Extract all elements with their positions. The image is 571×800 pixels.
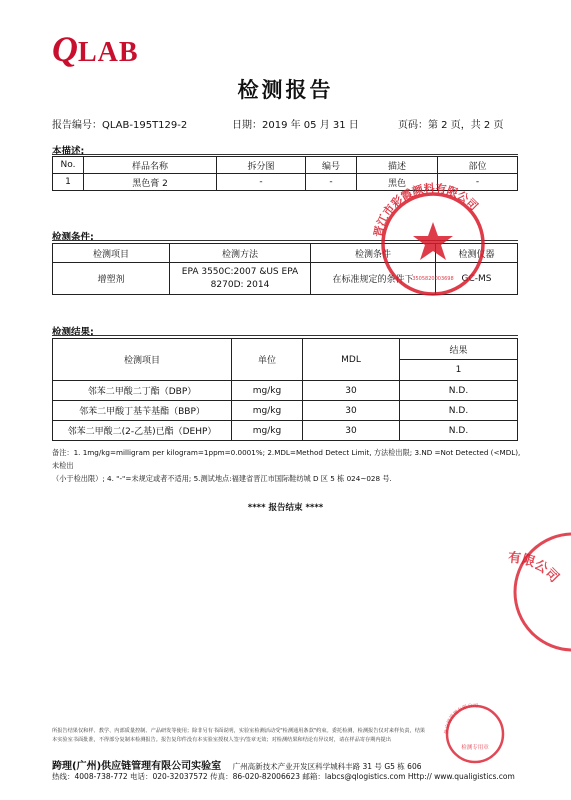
header-result: 结果	[400, 339, 518, 360]
header-test-item: 检测项目	[53, 244, 170, 263]
report-date: 日期：2019 年 05 月 31 日	[232, 120, 359, 131]
cell-description: 黑色	[357, 174, 438, 191]
header-result-sample: 1	[400, 360, 518, 381]
cell-sample-name: 黑色膏 2	[84, 174, 217, 191]
cell-test-condition: 在标准规定的条件下	[311, 263, 436, 295]
company-name: 跨理(广州)供应链管理有限公司实验室	[52, 761, 222, 772]
cell-result-item: 邻苯二甲酸二丁酯（DBP）	[53, 381, 232, 401]
cell-mdl: 30	[303, 421, 400, 441]
header-split: 拆分图	[217, 157, 306, 174]
notes	[52, 446, 522, 485]
page-number: 页码：第 2 页，共 2 页	[398, 120, 504, 131]
header-test-instrument: 检测仪器	[436, 244, 518, 263]
cell-test-method	[170, 263, 311, 295]
conditions-table	[52, 243, 518, 295]
cell-unit: mg/kg	[232, 401, 303, 421]
table-row	[53, 263, 518, 295]
cell-result: N.D.	[400, 381, 518, 401]
logo-lab: LAB	[78, 37, 139, 68]
cell-result: N.D.	[400, 421, 518, 441]
table-row	[53, 421, 518, 441]
report-title: 检测报告	[237, 78, 334, 102]
cell-mdl: 30	[303, 381, 400, 401]
footer-contact: 热线：4008-738-772 电话：020-32037572 传真：86-020-82006623 邮箱：labcs@qlogistics.com Http:// www.qualigistics.com	[52, 772, 515, 781]
cell-result-item: 邻苯二甲酸二(2-乙基)已酯（DEHP）	[53, 421, 232, 441]
section-sample-title: 本描述:	[52, 146, 85, 157]
fine-print-line-2: 本实验室书面批准，不得部分复制本检测报告。报告复印件没有本实验室授权人签字/签章无效；对检测结果和结论有异议时，请在样品寄存期内提出	[52, 737, 391, 743]
header-result-item: 检测项目	[53, 339, 232, 381]
cell-unit: mg/kg	[232, 421, 303, 441]
notes-line-1: 备注：1. 1mg/kg=milligram per kilogram=1ppm=0.0001%; 2.MDL=Method Detect Limit, 方法检出限; 3.ND =Not Detected (<MDL), 未检出	[52, 448, 521, 470]
table-row	[53, 381, 518, 401]
seal-serial: 3505820003698	[412, 276, 454, 282]
report-end-marker: **** 报告结束 ****	[247, 503, 324, 513]
notes-line-2: （小于检出限）; 4. "-"=未规定或者不适用; 5.测试地点:福建省晋江市国际鞋纺城 D 区 5 栋 024~028 号.	[52, 474, 392, 483]
cell-test-item: 增塑剂	[53, 263, 170, 295]
table-row	[53, 174, 518, 191]
method-line-2: 8270D: 2014	[210, 279, 270, 290]
seal-text: 晋江市彩霞颜料有限公司	[371, 181, 481, 239]
cell-mdl: 30	[303, 401, 400, 421]
fine-print-line-1: 所报告结果仅和样、教学、内部质量控制、产品研发等使用；除非另有书面说明，实验室检测活动受"检测通用条款"约束。委托检测，检测报告仅对来样负责，结果	[52, 728, 426, 734]
section-divider	[52, 335, 518, 336]
footer-company	[52, 757, 422, 772]
results-table	[52, 338, 518, 441]
header-test-condition: 检测条件	[311, 244, 436, 263]
header-code: 编号	[306, 157, 357, 174]
partial-seal-stamp	[488, 522, 571, 652]
cell-test-instrument: GC-MS	[436, 263, 518, 295]
section-divider	[52, 240, 518, 241]
table-row	[53, 401, 518, 421]
cell-unit: mg/kg	[232, 381, 303, 401]
cell-result-item: 邻苯二甲酸丁基苄基酯（BBP）	[53, 401, 232, 421]
section-conditions-title: 检测条件:	[52, 232, 94, 243]
section-results-title: 检测结果:	[52, 327, 94, 338]
header-mdl: MDL	[303, 339, 400, 381]
header-position: 部位	[438, 157, 518, 174]
header-description: 描述	[357, 157, 438, 174]
cell-result: N.D.	[400, 401, 518, 421]
cell-split: -	[217, 174, 306, 191]
sample-table	[52, 156, 518, 191]
method-line-1: EPA 3550C:2007 &US EPA	[181, 266, 299, 277]
header-no: No.	[53, 157, 84, 174]
lab-seal-text: 供应链管理有限公司	[443, 702, 478, 735]
logo-q: Q	[52, 29, 78, 69]
header-sample-name: 样品名称	[84, 157, 217, 174]
header-test-method: 检测方法	[170, 244, 311, 263]
cell-position: -	[438, 174, 518, 191]
qlab-logo	[52, 28, 139, 70]
cell-no: 1	[53, 174, 84, 191]
header-unit: 单位	[232, 339, 303, 381]
fine-print	[52, 727, 522, 745]
report-number: 报告编号：QLAB-195T129-2	[52, 120, 188, 131]
partial-seal-text: 有限公司	[507, 550, 562, 586]
lab-seal-sub: 检测专用章	[461, 745, 489, 751]
cell-code: -	[306, 174, 357, 191]
company-address: 广州高新技术产业开发区科学城科丰路 31 号 G5 栋 606	[232, 762, 422, 771]
section-divider	[52, 154, 518, 155]
